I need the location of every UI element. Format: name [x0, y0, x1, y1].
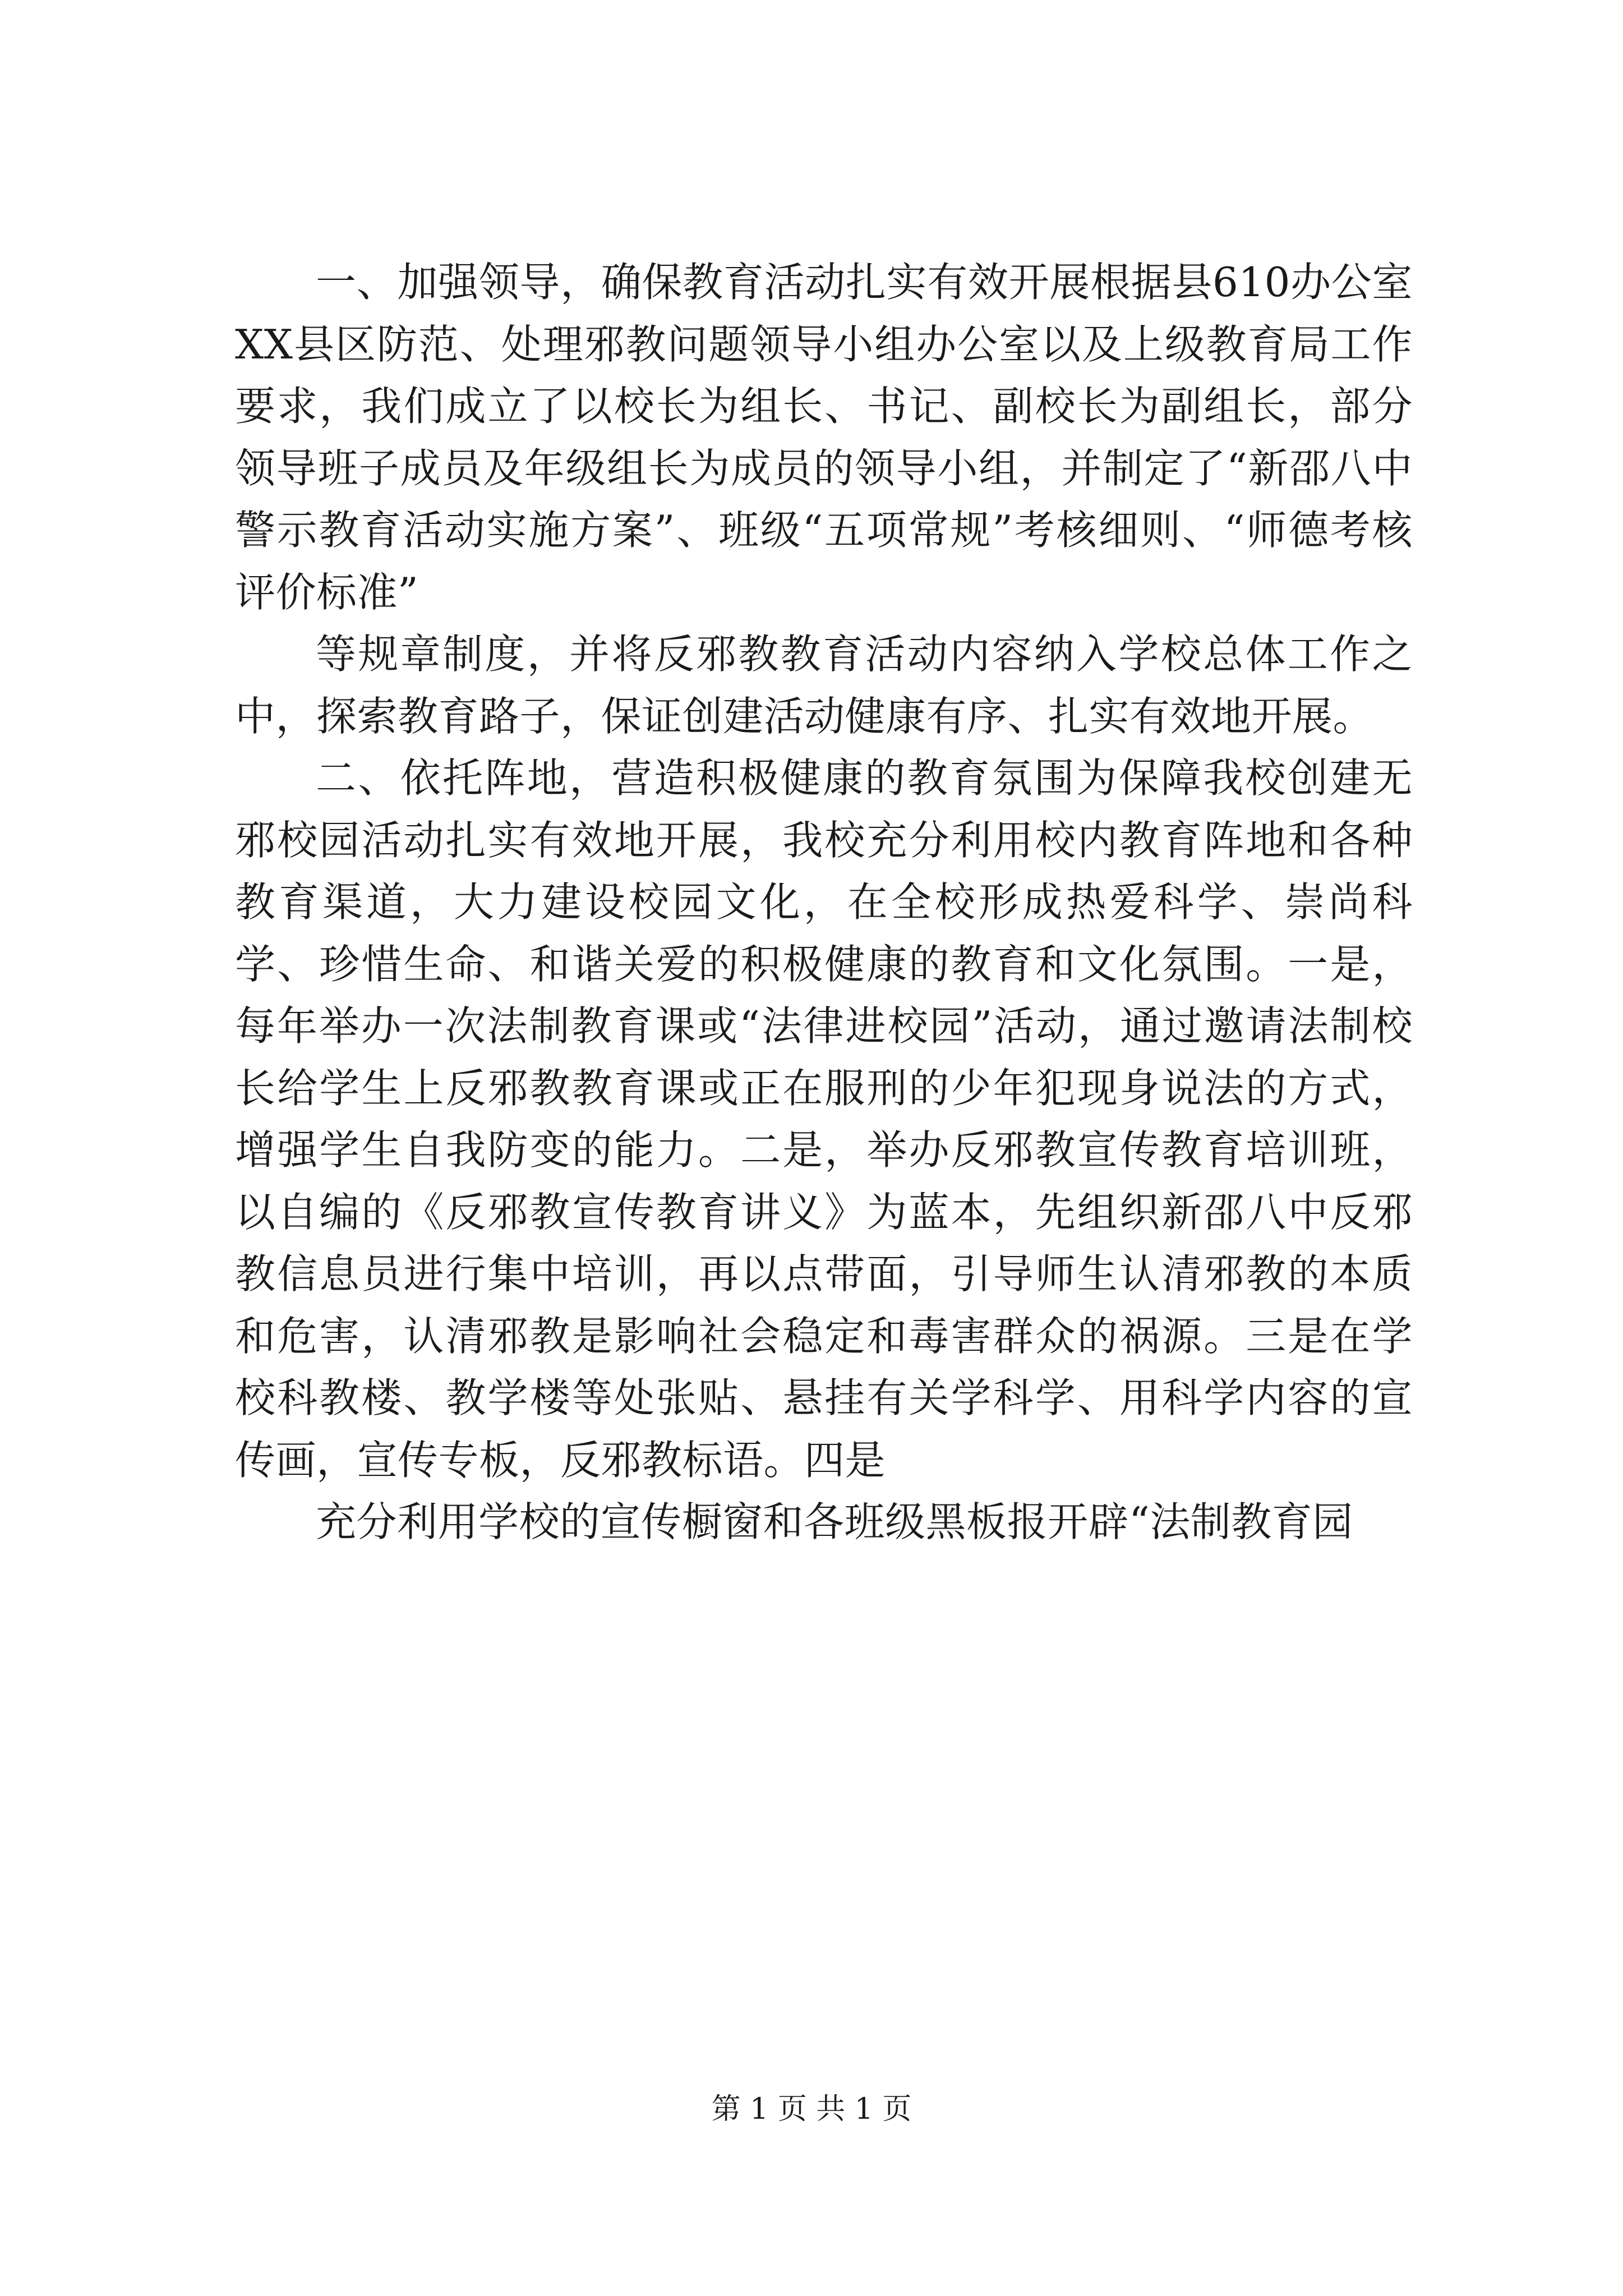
paragraph-1: 一、加强领导，确保教育活动扎实有效开展根据县610办公室XX县区防范、处理邪教问题领导小组办公室以及上级教育局工作要求，我们成立了以校长为组长、书记、副校长为副组长，部分领导班子成员及年级组长为成员的领导小组，并制定了“新邵八中警示教育活动实施方案”、班级“五项常规”考核细则、“师德考核评价标准”: [235, 259, 1413, 616]
page-footer: 第 1 页 共 1 页: [711, 2092, 912, 2126]
document-body: [235, 251, 1413, 1553]
paragraph-4: 充分利用学校的宣传橱窗和各班级黑板报开辟“法制教育园: [316, 1498, 1353, 1545]
paragraph-2: 等规章制度，并将反邪教教育活动内容纳入学校总体工作之中，探索教育路子，保证创建活动健康有序、扎实有效地开展。: [235, 631, 1413, 740]
paragraph-3: 二、依托阵地，营造积极健康的教育氛围为保障我校创建无邪校园活动扎实有效地开展，我校充分利用校内教育阵地和各种教育渠道，大力建设校园文化，在全校形成热爱科学、崇尚科学、珍惜生命、和谐关爱的积极健康的教育和文化氛围。一是，每年举办一次法制教育课或“法律进校园”活动，通过邀请法制校长给学生上反邪教教育课或正在服刑的少年犯现身说法的方式，增强学生自我防变的能力。二是，举办反邪教宣传教育培训班，以自编的《反邪教宣传教育讲义》为蓝本，先组织新邵八中反邪教信息员进行集中培训，再以点带面，引导师生认清邪教的本质和危害，认清邪教是影响社会稳定和毒害群众的祸源。三是在学校科教楼、教学楼等处张贴、悬挂有关学科学、用科学内容的宣传画，宣传专板，反邪教标语。四是: [235, 754, 1413, 1484]
